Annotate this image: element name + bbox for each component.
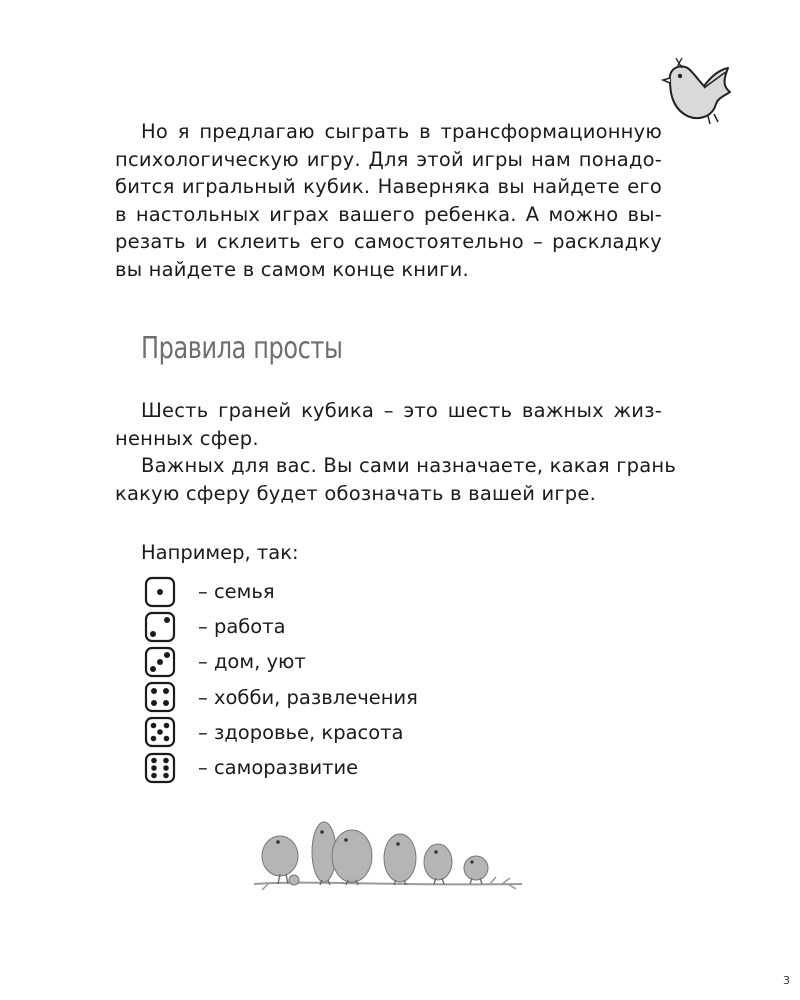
section-heading: Правила просты	[141, 331, 343, 366]
bird-illustration	[660, 52, 740, 132]
dice-item	[144, 609, 418, 644]
dice-item	[144, 644, 418, 679]
dice-item	[144, 574, 418, 609]
text-line: Но я предлагаю сыграть в трансформационную	[141, 120, 662, 143]
dice-label: – работа	[198, 615, 286, 639]
dice-label: – хобби, развлечения	[198, 685, 418, 709]
example-intro: Например, так:	[141, 541, 299, 564]
text-line: ненных сфер.	[115, 426, 259, 450]
dice-label: – дом, уют	[198, 650, 306, 674]
text-line: психологическую игру. Для этой игры нам понадо-	[115, 147, 662, 171]
dice-label: – семья	[198, 580, 275, 604]
dice-label: – здоровье, красота	[198, 720, 404, 744]
text-line: какую сферу будет обозначать в вашей игре.	[115, 481, 596, 505]
birds-on-branch-illustration	[250, 812, 528, 898]
die-face-1-icon	[144, 576, 176, 608]
die-face-3-icon	[144, 646, 176, 678]
text-line: Важных для вас. Вы сами назначаете, какая грань	[141, 454, 677, 477]
dice-item	[144, 750, 418, 785]
text-line: Шесть граней кубика – это шесть важных жиз-	[141, 399, 662, 422]
rules-paragraph	[115, 397, 662, 452]
die-face-6-icon	[144, 752, 176, 784]
dice-item	[144, 715, 418, 750]
intro-paragraph	[115, 118, 662, 283]
die-face-5-icon	[144, 716, 176, 748]
dice-list	[144, 574, 418, 785]
dice-label: – саморазвитие	[198, 756, 359, 780]
die-face-2-icon	[144, 611, 176, 643]
page-number: 3	[783, 974, 790, 987]
text-line: бится игральный кубик. Наверняка вы найдете его	[115, 175, 662, 198]
dice-item	[144, 680, 418, 715]
text-line: резать и склеить его самостоятельно – раскладку	[115, 230, 662, 253]
text-line: в настольных играх вашего ребенка. А можно вы-	[115, 202, 662, 226]
text-line: вы найдете в самом конце книги.	[115, 257, 469, 281]
die-face-4-icon	[144, 681, 176, 713]
rules-paragraph	[115, 452, 677, 507]
